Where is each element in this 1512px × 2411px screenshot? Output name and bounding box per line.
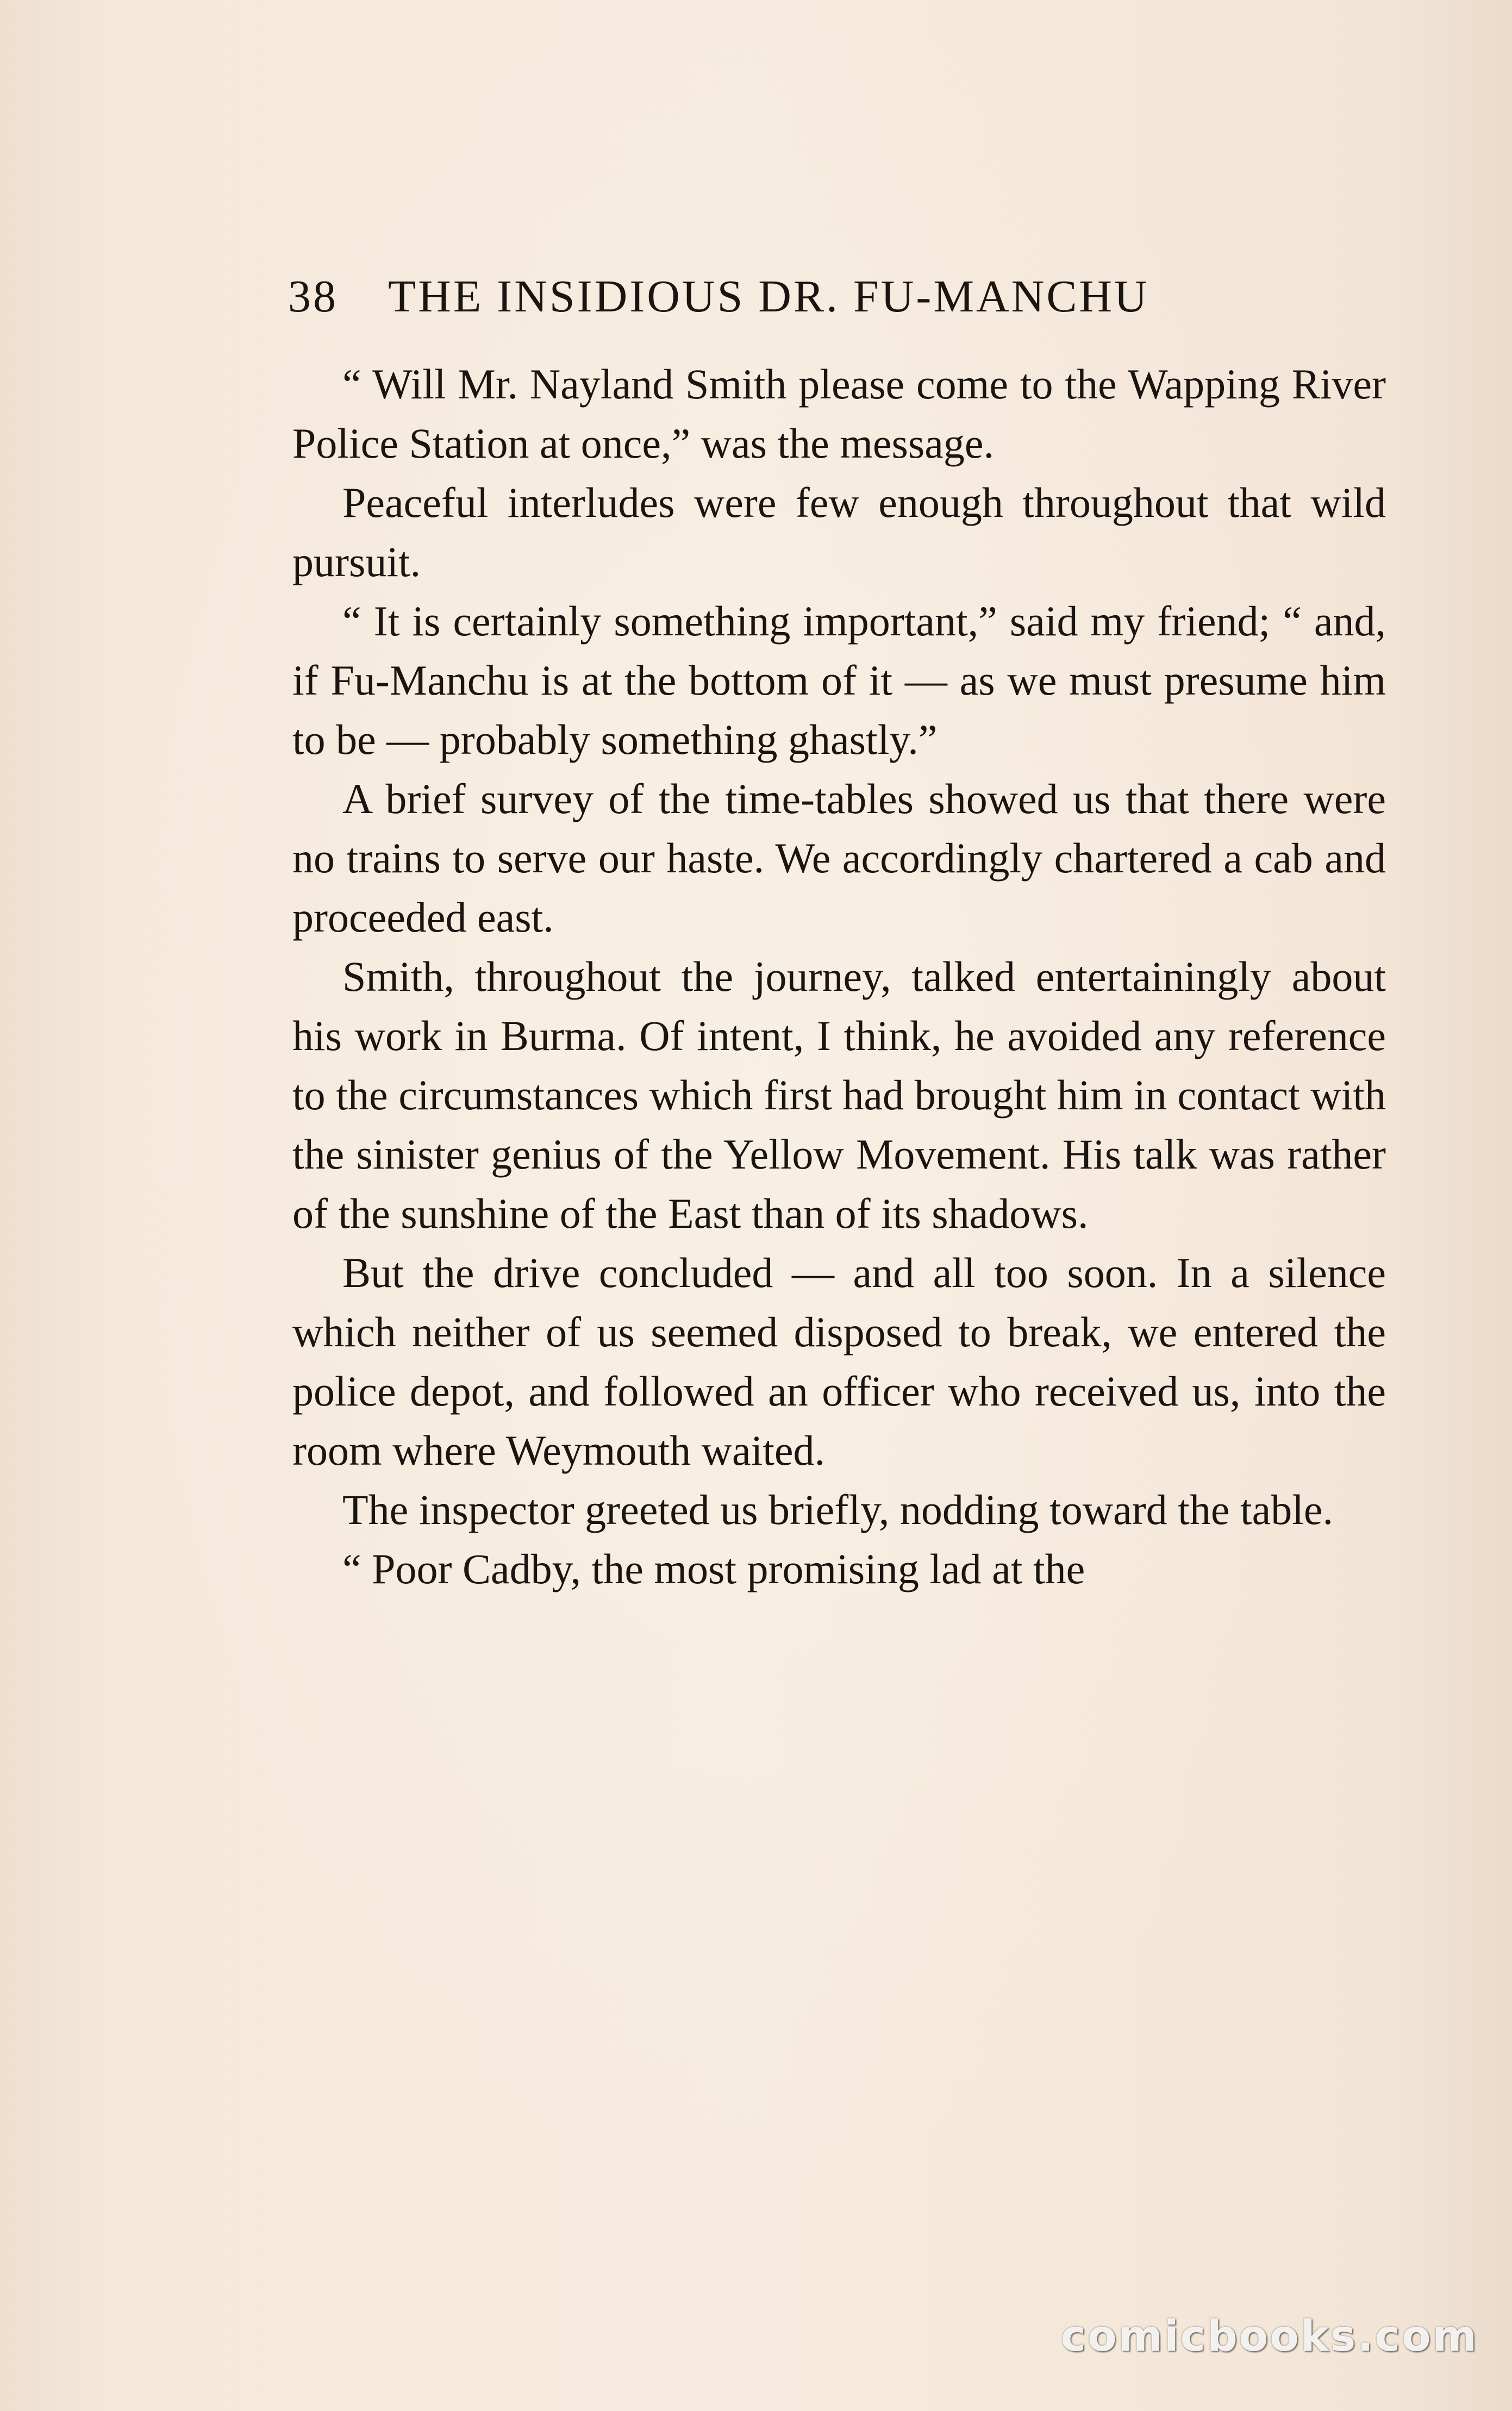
paragraph: Peaceful interludes were few enough throughout that wild pursuit. [292, 479, 1386, 585]
paragraph: “ Will Mr. Nayland Smith please come to the Wapping River Police Station at once,” was the message. [292, 360, 1386, 467]
watermark: comicbooks.com [1060, 2312, 1478, 2361]
paragraph: “ It is certainly something important,” said my friend; “ and, if Fu-Manchu is at the bottom of it — as we must presume him to be — probably something ghastly.” [292, 597, 1386, 763]
body-text [292, 354, 1386, 1598]
paragraph: A brief survey of the time-tables showed us that there were no trains to serve our haste. We accordingly chartered a cab and proceeded east. [292, 775, 1386, 941]
page-number: 38 [288, 271, 338, 322]
paragraph: Smith, throughout the journey, talked entertainingly about his work in Burma. Of intent, I think, he avoided any reference to the circumstances which first had brought him in contact with the sinister genius of the Yellow Movement. His talk was rather of the sunshine of the East than of its shadows. [292, 953, 1386, 1237]
paragraph: But the drive concluded — and all too soon. In a silence which neither of us seemed disposed to break, we entered the police depot, and followed an officer who received us, into the room where Weymouth waited. [292, 1249, 1386, 1474]
paragraph: “ Poor Cadby, the most promising lad at the [342, 1545, 1085, 1592]
paragraph: The inspector greeted us briefly, nodding toward the table. [342, 1486, 1334, 1533]
running-title: THE INSIDIOUS DR. FU-MANCHU [388, 271, 1149, 322]
running-header [288, 266, 1299, 326]
